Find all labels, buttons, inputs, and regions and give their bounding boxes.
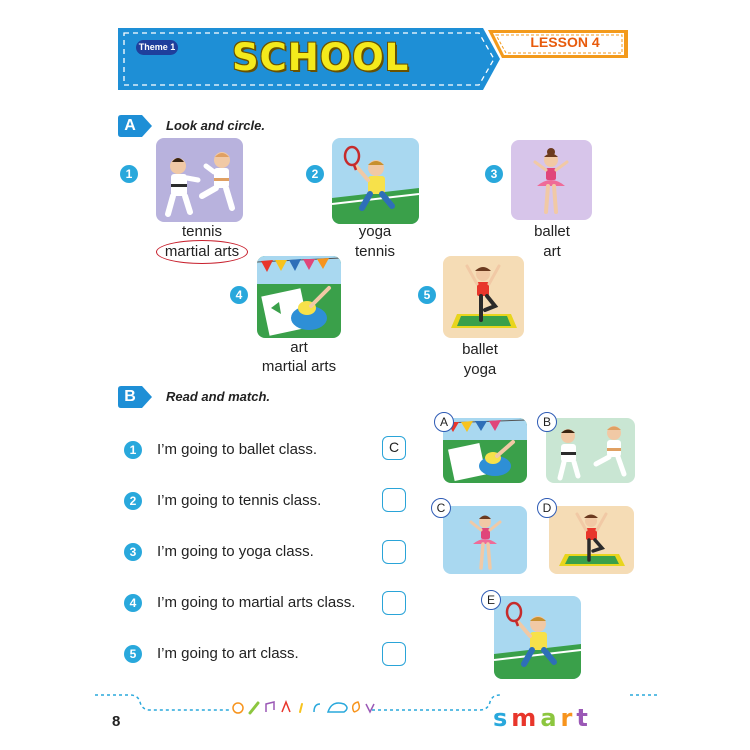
sentence-text: I’m going to ballet class. — [157, 441, 318, 458]
brand-letter: s — [493, 704, 512, 732]
match-picture-art — [443, 418, 527, 483]
sentence-number: 1 — [124, 441, 142, 459]
tennis-picture — [332, 138, 419, 224]
item-number: 1 — [120, 165, 138, 183]
option-word: tennis — [354, 243, 396, 260]
picture-letter: C — [431, 498, 451, 518]
picture-letter: A — [434, 412, 454, 432]
sentence-number: 2 — [124, 492, 142, 510]
answer-box[interactable] — [382, 540, 406, 564]
match-picture-tennis — [494, 596, 581, 679]
option-word: yoga — [358, 223, 392, 240]
item-number: 3 — [485, 165, 503, 183]
sentence-text: I’m going to art class. — [157, 645, 299, 662]
theme-label: Theme 1 — [136, 40, 178, 55]
option-word: tennis — [181, 223, 223, 240]
brand-letter: t — [576, 704, 592, 732]
picture-letter: B — [537, 412, 557, 432]
answer-box[interactable] — [382, 591, 406, 615]
picture-letter: E — [481, 590, 501, 610]
section-a-instruction: Look and circle. — [166, 118, 265, 133]
option-word: ballet — [462, 341, 498, 358]
picture-letter: D — [537, 498, 557, 518]
sentence-text: I’m going to yoga class. — [157, 543, 314, 560]
brand-letter: a — [540, 704, 561, 732]
item-number: 5 — [418, 286, 436, 304]
section-a-letter: A — [124, 117, 136, 134]
section-b-letter: B — [124, 388, 136, 405]
brand-logo — [493, 704, 592, 732]
sentence-number: 3 — [124, 543, 142, 561]
answer-box[interactable] — [382, 642, 406, 666]
sentence-text: I’m going to martial arts class. — [157, 594, 356, 611]
answer-box[interactable] — [382, 488, 406, 512]
page-title: SCHOOL — [232, 36, 410, 79]
martial-arts-picture — [156, 138, 243, 222]
option-word: art — [543, 243, 561, 260]
option-word: martial arts — [261, 358, 337, 375]
page-number: 8 — [112, 713, 121, 730]
art-picture — [257, 256, 341, 338]
match-picture-martial-arts — [546, 418, 635, 483]
yoga-picture — [443, 256, 524, 338]
ballet-picture — [511, 140, 592, 220]
lesson-label: LESSON 4 — [530, 34, 600, 50]
match-picture-yoga — [549, 506, 634, 574]
option-word: art — [290, 339, 308, 356]
sentence-number: 4 — [124, 594, 142, 612]
option-word: yoga — [463, 361, 497, 378]
match-picture-ballet — [443, 506, 527, 574]
brand-letter: r — [560, 704, 577, 732]
item-number: 4 — [230, 286, 248, 304]
option-word: ballet — [534, 223, 570, 240]
sentence-number: 5 — [124, 645, 142, 663]
answer-box[interactable]: C — [382, 436, 406, 460]
answer-circle — [156, 240, 248, 264]
brand-letter: m — [511, 704, 541, 732]
sentence-text: I’m going to tennis class. — [157, 492, 322, 509]
item-number: 2 — [306, 165, 324, 183]
section-b-instruction: Read and match. — [166, 389, 271, 404]
option-word: martial arts — [164, 243, 240, 260]
